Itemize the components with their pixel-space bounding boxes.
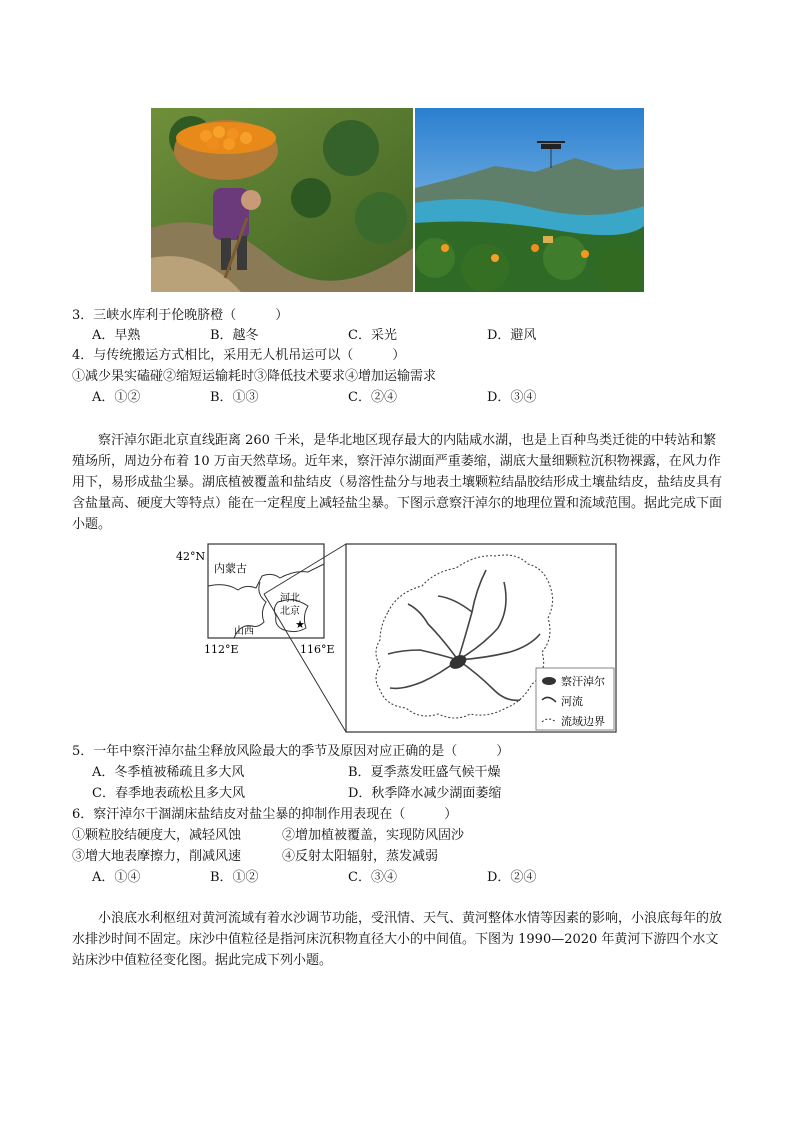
q6-statement-1: ①颗粒胶结硬度大，减轻风蚀: [72, 828, 242, 843]
q6-option-d[interactable]: D．②④: [487, 870, 537, 885]
q6-statement-2: ②增加植被覆盖，实现防风固沙: [282, 828, 465, 843]
q3-option-b[interactable]: B．越冬: [210, 328, 259, 343]
label-neimenggu: 内蒙古: [214, 562, 247, 575]
passage-chagan-nur: 察汗淖尔距北京直线距离 260 千米，是华北地区现存最大的内陆咸水湖，也是上百种鸟类迁徙的中转站和繁殖场所，周边分布着 10 万亩天然草场。近年来，察汗淖尔湖面严重萎缩，湖底大量细颗粒沉积物裸露，在风力作用下，易形成盐尘暴。湖底植被覆盖和盐结皮（易溶性盐分与地表土壤颗粒结晶胶结形成土壤盐结皮，盐结皮具有含盐量高、硬度大等特点）能在一定程度上减轻盐尘暴。下图示意察汗淖尔的地理位置和流域范围。据此完成下面小题。: [72, 433, 723, 532]
q3-option-c[interactable]: C．采光: [348, 328, 397, 343]
passage-xiaolangdi: 小浪底水利枢纽对黄河流域有着水沙调节功能，受汛情、天气、黄河整体水情等因素的影响，小浪底每年的放水排沙时间不固定。床沙中值粒径是指河床沉积物直径大小的中间值。下图为 1990—2020 年黄河下游四个水文站床沙中值粒径变化图。据此完成下列小题。: [72, 911, 723, 968]
q4-option-c[interactable]: C．②④: [348, 390, 397, 405]
q4-stem: 4．与传统搬运方式相比，采用无人机吊运可以（ ）: [72, 348, 406, 363]
q6-statement-4: ④反射太阳辐射，蒸发减弱: [282, 849, 439, 864]
q3-option-a[interactable]: A．早熟: [92, 328, 141, 343]
q4-statements: ①减少果实磕碰②缩短运输耗时③降低技术要求④增加运输需求: [72, 369, 437, 384]
legend-lake-label: 察汗淖尔: [561, 675, 605, 688]
lat-label: 42°N: [176, 550, 206, 563]
q5-option-d[interactable]: D．秋季降水减少湖面萎缩: [348, 786, 502, 801]
q4-option-d[interactable]: D．③④: [487, 390, 537, 405]
q3-stem: 3．三峡水库利于伦晚脐橙（ ）: [72, 308, 289, 323]
q5-option-b[interactable]: B．夏季蒸发旺盛气候干燥: [348, 765, 501, 780]
q4-option-a[interactable]: A．①②: [92, 390, 141, 405]
q4-option-b[interactable]: B．①③: [210, 390, 259, 405]
lon-right-label: 116°E: [300, 643, 335, 656]
q3-option-d[interactable]: D．避风: [487, 328, 537, 343]
map-figure: [176, 542, 618, 734]
label-beijing: 北京: [280, 606, 300, 617]
q6-option-a[interactable]: A．①④: [92, 870, 141, 885]
q6-option-b[interactable]: B．①②: [210, 870, 259, 885]
q5-stem: 5．一年中察汗淖尔盐尘释放风险最大的季节及原因对应正确的是（ ）: [72, 744, 510, 759]
q6-statement-3: ③增大地表摩擦力，削减风速: [72, 849, 242, 864]
photo-orange-porter: [151, 108, 413, 292]
q6-stem: 6．察汗淖尔干涸湖床盐结皮对盐尘暴的抑制作用表现在（ ）: [72, 807, 458, 822]
label-hebei: 河北: [280, 593, 300, 604]
q5-option-a[interactable]: A．冬季植被稀疏且多大风: [92, 765, 245, 780]
inset-frame: [208, 544, 324, 638]
label-shanxi: 山西: [234, 626, 254, 637]
legend-lake-icon: [542, 677, 556, 685]
legend-boundary-label: 流域边界: [561, 715, 605, 728]
q5-option-c[interactable]: C．春季地表疏松且多大风: [92, 786, 245, 801]
photo-drone-reservoir: [415, 108, 644, 292]
q6-option-c[interactable]: C．③④: [348, 870, 397, 885]
beijing-star-icon: ★: [295, 618, 305, 631]
legend-river-label: 河流: [561, 695, 583, 708]
lon-left-label: 112°E: [204, 643, 239, 656]
